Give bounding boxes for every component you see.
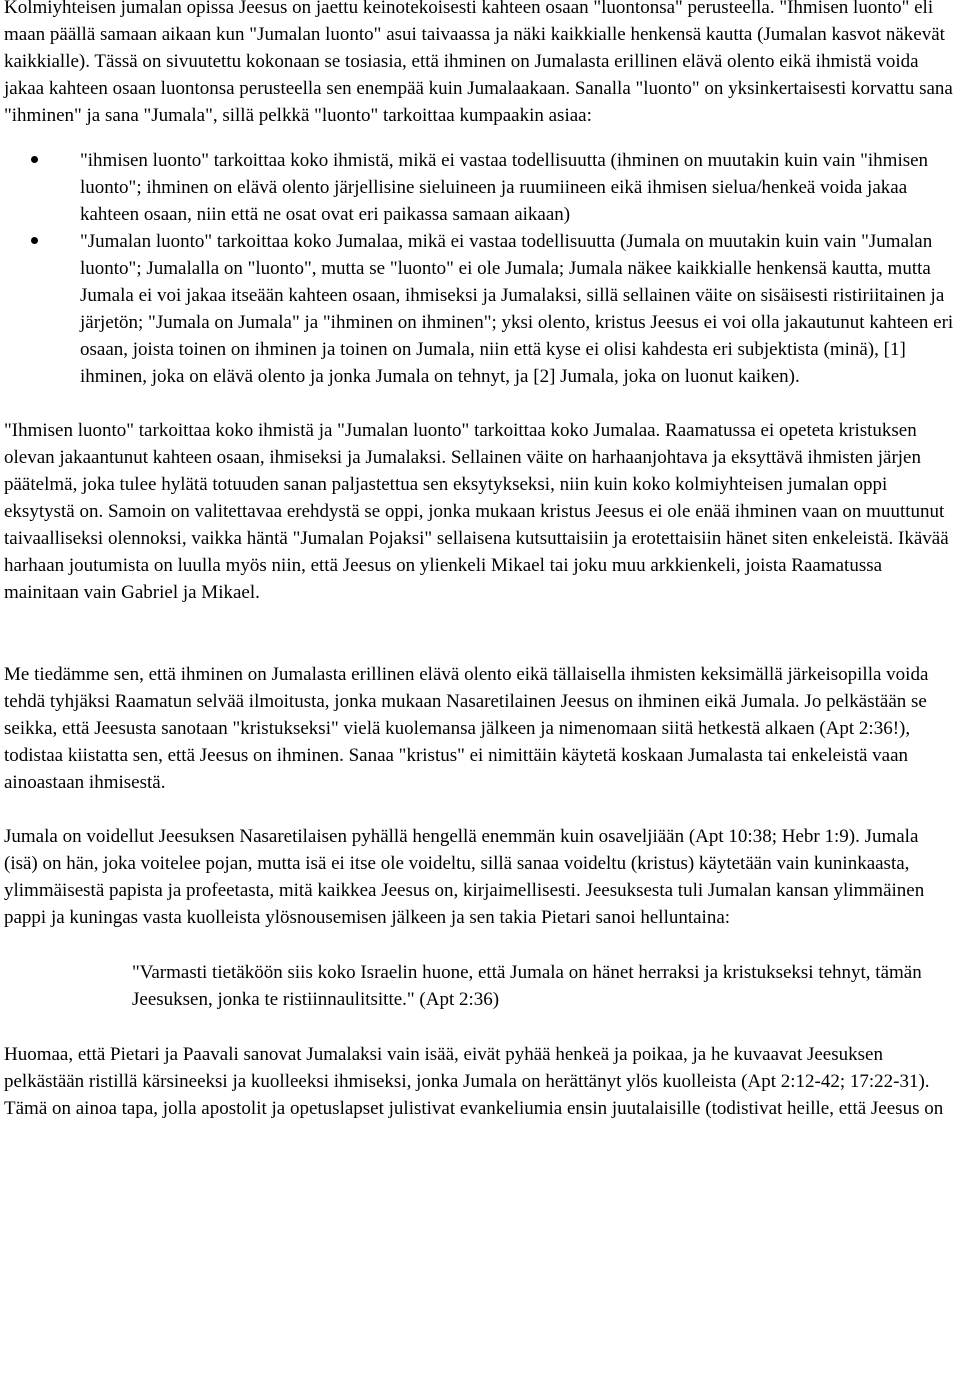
paragraph-nature: "Ihmisen luonto" tarkoittaa koko ihmistä ja "Jumalan luonto" tarkoittaa koko Jumalaa. Raamatussa ei opeteta kristuksen olevan jakaantunut kahteen osaan, ihmiseksi ja Jumalaksi. Sellainen väite on harhaanjohtava ja eksyttävä ihmisten järjen päätelmä, joka tulee hylätä totuuden sanan paljastettua sen eksytykseksi, niin kuin koko kolmiyhteisen jumalan oppi eksytystä on. Samoin on valitettavaa erehdystä se oppi, jonka mukaan kristus Jeesus ei ole enää ihminen vaan on muuttunut taivaalliseksi olennoksi, vaikka häntä "Jumalan Pojaksi" sellaisena kutsuttaisiin ja erotettaisiin hänet siten enkeleistä. Ikävää harhaan joutumista on luulla myös niin, että Jeesus on ylienkeli Mikael tai joku muu arkkienkeli, joista Raamatussa mainitaan vain Gabriel ja Mikael. (4, 420, 949, 603)
bullet-dot-icon (31, 156, 38, 163)
list-item-text: "ihmisen luonto" tarkoittaa koko ihmistä, mikä ei vastaa todellisuutta (ihminen on muutakin kuin vain "ihmisen luonto"; ihminen on elävä olento järjellisine sieluineen ja ruumiineen eikä ihmisen sielua/henkeä voida jakaa kahteen osaan, niin että ne osat ovat eri paikassa samaan aikaan) (80, 150, 929, 225)
list-item (4, 228, 956, 390)
bullet-list (4, 147, 956, 390)
document-page (4, 0, 956, 1122)
paragraph-human: Me tiedämme sen, että ihminen on Jumalasta erillinen elävä olento eikä tällaisella ihmisten keksimällä järkeisopilla voida tehdä tyhjäksi Raamatun selvää ilmoitusta, jonka mukaan Nasaretilainen Jeesus on ihminen eikä Jumala. Jo pelkästään se seikka, että Jeesusta sanotaan "kristukseksi" vielä kuolemansa jälkeen ja nimenomaan siitä hetkestä alkaen (Apt 2:36!), todistaa kiistatta sen, että Jeesus on ihminen. Sanaa "kristus" ei nimittäin käytetä koskaan Jumalasta tai enkeleistä vaan ainoastaan ihmisestä. (4, 664, 929, 793)
block-quote: "Varmasti tietäköön siis koko Israelin huone, että Jumala on hänet herraksi ja kristukseksi tehnyt, tämän Jeesuksen, jonka te ristiinnaulitsitte." (Apt 2:36) (132, 962, 922, 1010)
list-item (4, 147, 956, 228)
list-item-text: "Jumalan luonto" tarkoittaa koko Jumalaa, mikä ei vastaa todellisuutta (Jumala on muutakin kuin vain "Jumalan luonto"; Jumalalla on "luonto", mutta se "luonto" ei ole Jumala; Jumala näkee kaikkialle henkensä kautta, mutta Jumala ei voi jakaa itseään kahteen osaan, ihmiseksi ja Jumalaksi, sillä sellainen väite on sisäisesti ristiriitainen ja järjetön; "Jumala on Jumala" ja "ihminen on ihminen"; yksi olento, kristus Jeesus ei voi olla jakautunut kahteen eri osaan, joista toinen on ihminen ja toinen on Jumala, niin että kyse ei olisi kahdesta eri subjektista (minä), [1] ihminen, joka on elävä olento ja jonka Jumala on tehnyt, ja [2] Jumala, joka on luonut kaiken). (80, 231, 954, 387)
paragraph-anointed: Jumala on voidellut Jeesuksen Nasaretilaisen pyhällä hengellä enemmän kuin osaveljiään (Apt 10:38; Hebr 1:9). Jumala (isä) on hän, joka voitelee pojan, mutta isä ei itse ole voideltu, sillä sanaa voideltu (kristus) käytetään vain kuninkaasta, ylimmäisestä papista ja profeetasta, mitä kaikkea Jeesus on, kirjaimellisesti. Jeesuksesta tuli Jumalan kansan ylimmäinen pappi ja kuningas vasta kuolleista ylösnousemisen jälkeen ja sen takia Pietari sanoi helluntaina: (4, 826, 925, 928)
paragraph-apostles: Huomaa, että Pietari ja Paavali sanovat Jumalaksi vain isää, eivät pyhää henkeä ja poikaa, ja he kuvaavat Jeesuksen pelkästään ristillä kärsineeksi ja kuolleeksi ihmiseksi, jonka Jumala on herättänyt ylös kuolleista (Apt 2:12-42; 17:22-31). Tämä on ainoa tapa, jolla apostolit ja opetuslapset julistivat evankeliumia ensin juutalaisille (todistivat heille, että Jeesus on (4, 1044, 944, 1119)
paragraph-intro: Kolmiyhteisen jumalan opissa Jeesus on jaettu keinotekoisesti kahteen osaan "luontonsa" perusteella. "Ihmisen luonto" eli maan päällä samaan aikaan kun "Jumalan luonto" asui taivaassa ja näki kaikkialle henkensä kautta (Jumalan kasvot näkevät kaikkialle). Tässä on sivuutettu kokonaan se tosiasia, että ihminen on Jumalasta erillinen elävä olento eikä ihmistä voida jakaa kahteen osaan luontonsa perusteella sen enempää kuin Jumalaakaan. Sanalla "luonto" on yksinkertaisesti korvattu sana "ihminen" ja sana "Jumala", sillä pelkkä "luonto" tarkoittaa kumpaakin asiaa: (4, 0, 953, 126)
bullet-dot-icon (31, 237, 38, 244)
